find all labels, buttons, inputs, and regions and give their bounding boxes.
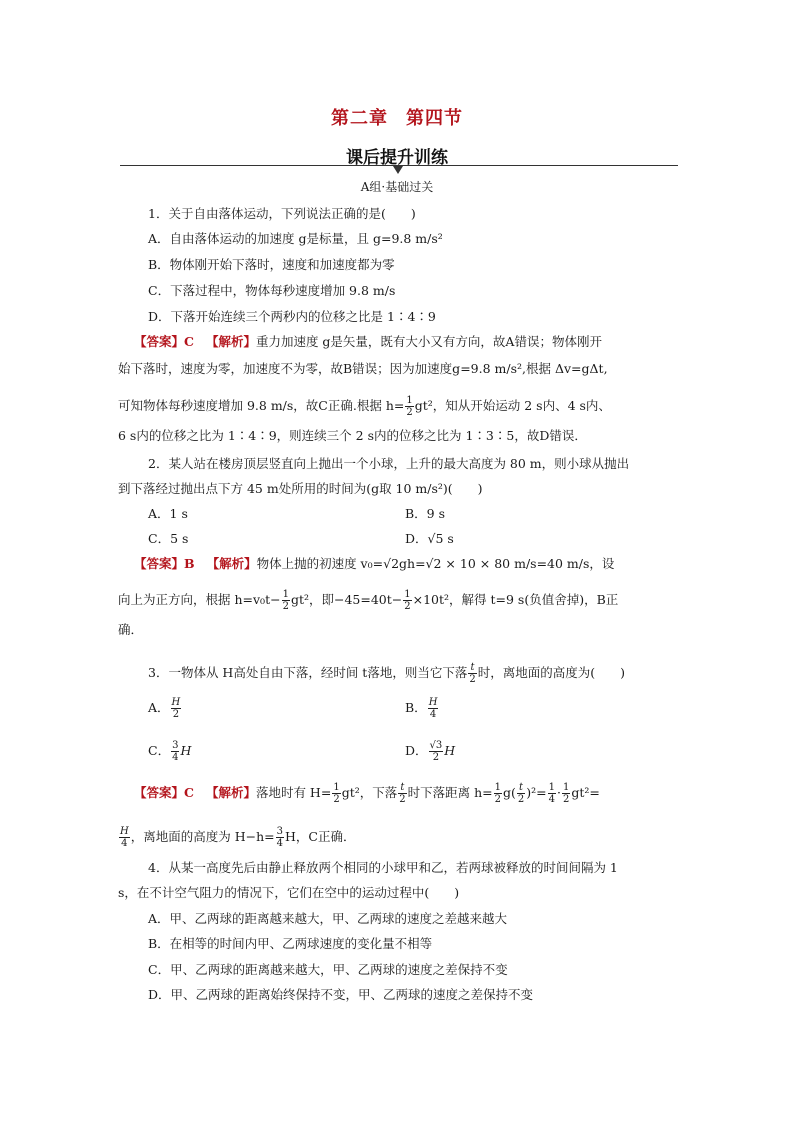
q4-option-a: A．甲、乙两球的距离越来越大，甲、乙两球的速度之差越来越大 [148,911,508,926]
chapter-title: 第二章 第四节 [331,108,463,129]
fraction-half: $\frac{1}{2}$ [406,395,413,418]
q2-answer-tag: 【答案】B [134,556,195,571]
q2-explanation-3: 确． [118,622,144,637]
fraction-half: $\frac{1}{2}$ [404,589,411,612]
q1-explanation-4: 6 s内的位移之比为 1∶4∶9，则连续三个 2 s内的位移之比为 1∶3∶5，故D错误． [118,428,587,443]
q1-explanation-1: 【答案】C 【解析】重力加速度 g是矢量，既有大小又有方向，故A错误；物体刚开 [134,334,602,349]
q3-answer-tag: 【答案】C [134,785,194,800]
q1-explanation-2: 始下落时，速度为零，加速度不为零，故B错误；因为加速度g=9.8 m/s²,根据 Δv=gΔt, [118,361,608,376]
q3-option-b: B． $\frac{H}{4}$ [405,697,438,720]
page-subtitle: 课后提升训练 [346,148,448,168]
q3-explanation-2: $\frac{H}{4}$ ，离地面的高度为 H−h= $\frac{3}{4}$ H，C正确． [120,826,356,849]
q3-option-d: D． $\frac{√3}{2}$ H [405,740,456,763]
q2-option-b: B．9 s [405,506,446,521]
q1-option-d: D．下落开始连续三个两秒内的位移之比是 1∶4∶9 [148,309,436,324]
q4-option-c: C．甲、乙两球的距离越来越大，甲、乙两球的速度之差保持不变 [148,962,508,977]
fraction-H-over-4: $\frac{H}{4}$ [428,697,438,720]
rule-marker-icon [393,166,403,174]
fraction-three-quarters: $\frac{3}{4}$ [172,740,179,763]
q4-stem-1: 4．从某一高度先后由静止释放两个相同的小球甲和乙，若两球被释放的时间间隔为 1 [148,860,618,875]
q3-analysis-tag: 【解析】 [205,785,256,800]
q2-explanation-1: 【答案】B 【解析】物体上抛的初速度 v₀=√2gh=√2 × 10 × 80 m/s=40 m/s，设 [134,556,615,571]
q1-analysis-tag: 【解析】 [205,334,256,349]
q1-option-a: A．自由落体运动的加速度 g是标量，且 g=9.8 m/s² [148,231,443,246]
fraction-half: $\frac{1}{2}$ [282,589,289,612]
q4-option-d: D．甲、乙两球的距离始终保持不变，甲、乙两球的速度之差保持不变 [148,987,534,1002]
fraction-H-over-2: $\frac{H}{2}$ [171,697,181,720]
q1-option-c: C．下落过程中，物体每秒速度增加 9.8 m/s [148,283,396,298]
q3-option-c: C． $\frac{3}{4}$ H [148,740,192,763]
q4-option-b: B．在相等的时间内甲、乙两球速度的变化量不相等 [148,936,433,951]
q1-answer-tag: 【答案】C [134,334,194,349]
q3-option-a: A． $\frac{H}{2}$ [148,697,181,720]
q1-explanation-3: 可知物体每秒速度增加 9.8 m/s，故C正确.根据 h= $\frac{1}{2}$ gt²，知从开始运动 2 s内、4 s内、 [118,395,611,418]
q3-stem: 3．一物体从 H高处自由下落，经时间 t落地，则当它下落 $\frac{t}{2}$ 时，离地面的高度为( ) [148,662,625,685]
fraction-t-over-2: $\frac{t}{2}$ [469,662,476,685]
q2-explanation-2: 向上为正方向，根据 h=v₀t− $\frac{1}{2}$ gt²，即−45=40t− $\frac{1}{2}$ ×10t²，解得 t=9 s(负值舍掉)，B正 [118,589,619,612]
fraction-sqrt3-over-2: $\frac{√3}{2}$ [429,740,443,763]
q2-option-a: A．1 s [148,506,188,521]
q1-stem: 1．关于自由落体运动，下列说法正确的是( ) [148,206,416,221]
q3-explanation-1: 【答案】C 【解析】落地时有 H= $\frac{1}{2}$ gt²，下落 $\frac{t}{2}$ 时下落距离 h= $\frac{1}{2}$ g( $\frac{t}{2}$ )²= $\frac{1}{4}$ · $\frac{1}{2}$ gt²= [134,782,600,805]
group-heading: A组·基础过关 [360,180,434,194]
q2-option-d: D．√5 s [405,531,454,546]
q4-stem-2: s，在不计空气阻力的情况下，它们在空中的运动过程中( ) [118,885,460,900]
q1-option-b: B．物体刚开始下落时，速度和加速度都为零 [148,257,395,272]
q2-stem-2: 到下落经过抛出点下方 45 m处所用的时间为(g取 10 m/s²)( ) [118,481,483,496]
q2-option-c: C．5 s [148,531,189,546]
q2-stem-1: 2．某人站在楼房顶层竖直向上抛出一个小球，上升的最大高度为 80 m，则小球从抛出 [148,456,630,471]
q2-analysis-tag: 【解析】 [206,556,257,571]
